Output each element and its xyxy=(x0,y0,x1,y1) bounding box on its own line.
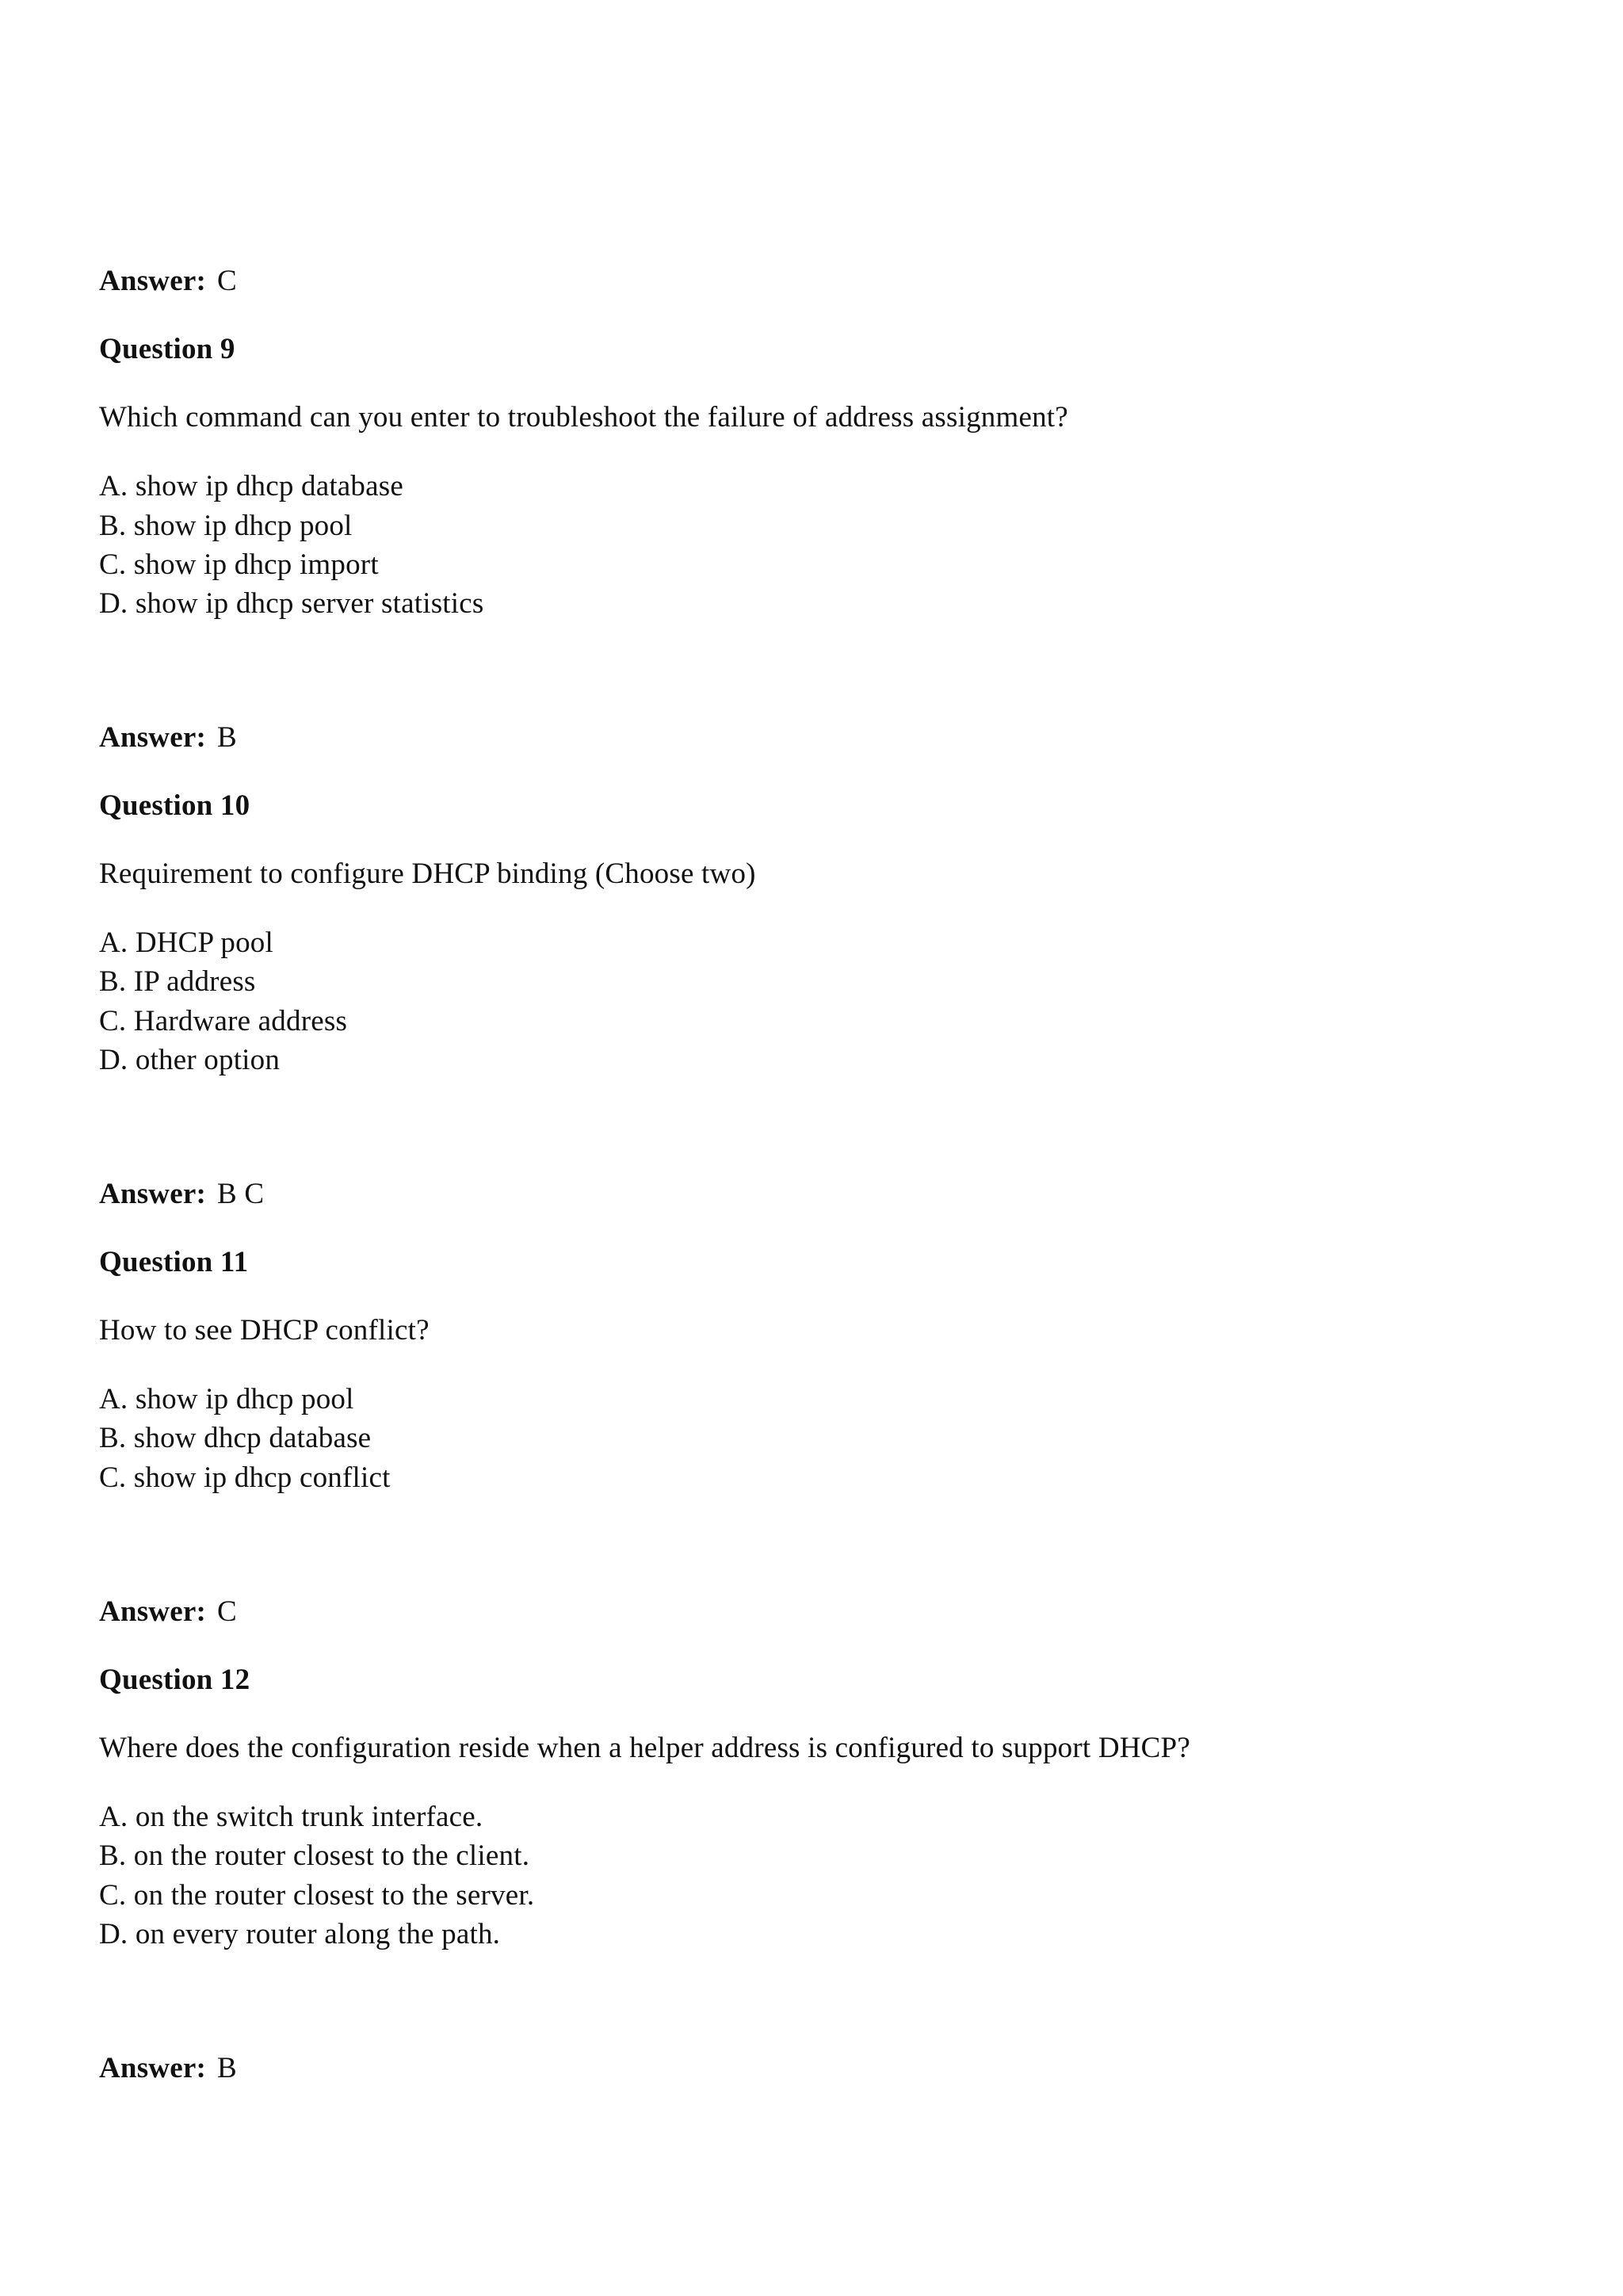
answer-line xyxy=(99,719,237,757)
answer-value: B C xyxy=(216,1178,265,1210)
option-item: B. IP address xyxy=(99,965,256,998)
option-item: B. show ip dhcp pool xyxy=(99,510,353,542)
answer-label: Answer: xyxy=(99,1178,206,1210)
option-item: B. show dhcp database xyxy=(99,1422,372,1454)
option-item: C. show ip dhcp import xyxy=(99,548,379,581)
option-item: C. Hardware address xyxy=(99,1005,348,1037)
question-prompt: How to see DHCP conflict? xyxy=(99,1314,430,1347)
answer-label: Answer: xyxy=(99,721,206,754)
option-item: A. show ip dhcp pool xyxy=(99,1383,354,1415)
option-item: A. show ip dhcp database xyxy=(99,470,403,502)
answer-line xyxy=(99,262,237,300)
question-title: Question 12 xyxy=(99,1664,250,1696)
question-prompt: Requirement to configure DHCP binding (Choose two) xyxy=(99,858,756,890)
option-item: A. on the switch trunk interface. xyxy=(99,1801,483,1833)
option-item: D. show ip dhcp server statistics xyxy=(99,587,484,620)
option-item: C. on the router closest to the server. xyxy=(99,1879,535,1912)
option-item: D. other option xyxy=(99,1044,281,1076)
option-item: C. show ip dhcp conflict xyxy=(99,1461,391,1494)
answer-label: Answer: xyxy=(99,2052,206,2084)
answer-value: B xyxy=(216,721,237,754)
answer-value: C xyxy=(216,1595,237,1628)
answer-label: Answer: xyxy=(99,1595,206,1628)
answer-line xyxy=(99,2050,237,2088)
question-prompt: Which command can you enter to troubleshoot the failure of address assignment? xyxy=(99,401,1068,434)
question-title: Question 10 xyxy=(99,789,250,822)
question-title: Question 11 xyxy=(99,1246,249,1278)
answer-value: B xyxy=(216,2052,237,2084)
option-item: D. on every router along the path. xyxy=(99,1918,501,1950)
answer-line xyxy=(99,1175,264,1213)
answer-value: C xyxy=(216,265,237,297)
option-item: A. DHCP pool xyxy=(99,926,273,959)
question-prompt: Where does the configuration reside when a helper address is configured to support DHCP? xyxy=(99,1732,1190,1764)
answer-label: Answer: xyxy=(99,265,206,297)
option-item: B. on the router closest to the client. xyxy=(99,1839,530,1872)
question-title: Question 9 xyxy=(99,333,235,365)
answer-line xyxy=(99,1593,237,1631)
